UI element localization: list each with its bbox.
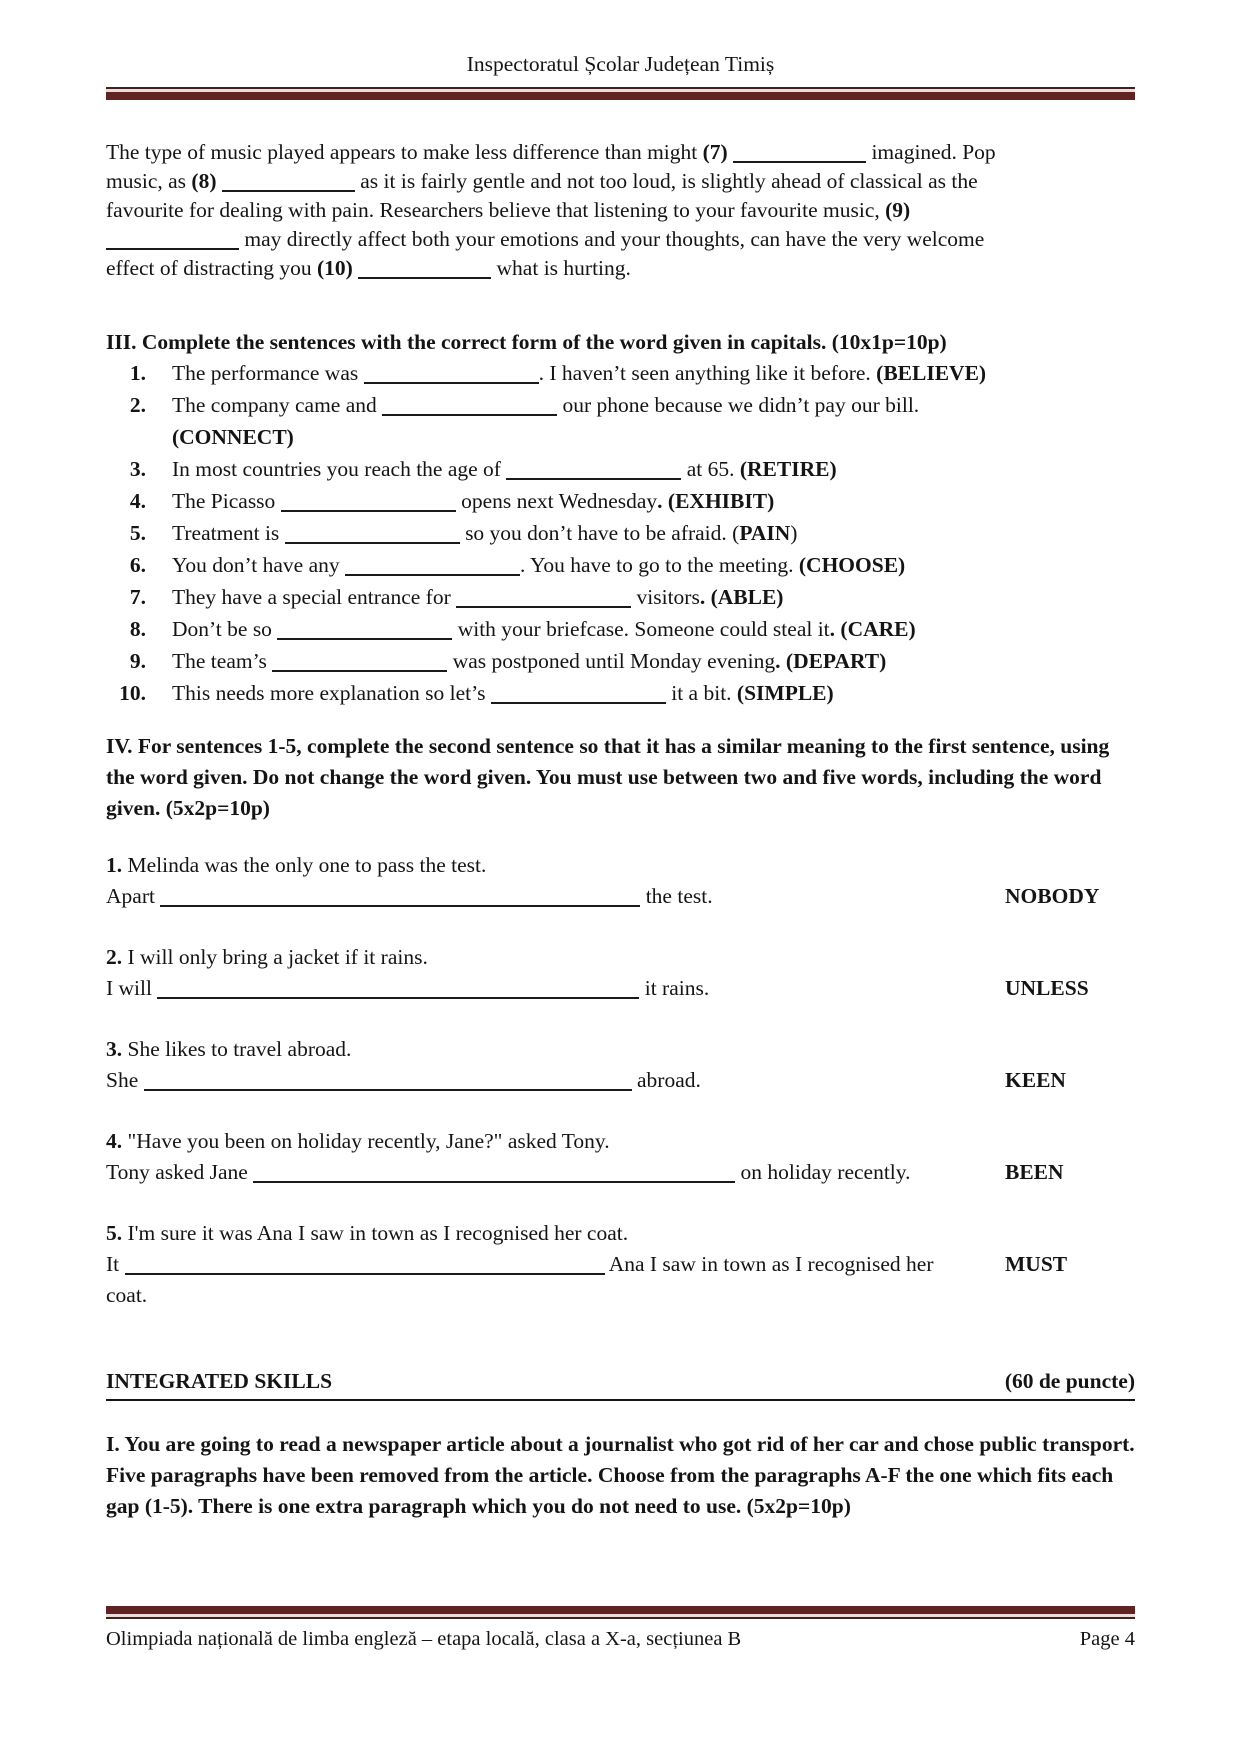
bold-text: . (DEPART) (775, 649, 887, 673)
item-number: 1. (129, 361, 146, 385)
word-formation-item (106, 613, 1135, 645)
text: Apart (106, 884, 161, 908)
bold-text: 1. (106, 853, 123, 877)
section4-heading: IV. For sentences 1-5, complete the second sentence so that it has a similar meaning to the first sentence, using the word given. Do not change the word given. You must use between two and five words, including the word given. (5x2p=10p) (106, 734, 1110, 820)
answer-blank-line (364, 382, 539, 384)
footer-divider (106, 1606, 1135, 1619)
text: as it is fairly gentle and not too loud, is slightly ahead of classical as the (354, 169, 978, 193)
text: our phone because we didn’t pay our bill. (557, 393, 920, 417)
rewrite-sentence (106, 1065, 1135, 1096)
answer-blank-line (144, 1089, 632, 1091)
bold-text: (8) (191, 169, 217, 193)
key-word: MUST (1005, 1252, 1068, 1276)
answer-blank-line (106, 248, 239, 250)
text: The team’s (172, 649, 273, 673)
item-number: 6. (129, 553, 146, 577)
text: I will (106, 976, 158, 1000)
footer-olympiad-label: Olimpiada națională de limba engleză – etapa locală, clasa a X-a, secțiunea B (106, 1628, 742, 1650)
item-number: 2. (129, 393, 146, 417)
text: music, as (106, 169, 192, 193)
answer-blank-line (272, 670, 447, 672)
transformation-item (106, 1218, 1135, 1311)
footer-divider-thin-line (106, 1617, 1135, 1619)
rewrite-sentence (106, 881, 1135, 912)
text: what is hurting. (491, 256, 631, 280)
text: I will only bring a jacket if it rains. (122, 945, 428, 969)
text: visitors (631, 585, 700, 609)
answer-blank-line (160, 905, 640, 907)
key-word: KEEN (1005, 1068, 1066, 1092)
answer-blank-line (506, 478, 681, 480)
gap-fill-paragraph (106, 138, 1135, 283)
bold-text: 4. (106, 1129, 123, 1153)
answer-blank-line (157, 997, 639, 999)
word-formation-item (106, 677, 1135, 709)
answer-blank-line (491, 702, 666, 704)
answer-blank-line (285, 542, 460, 544)
bold-text: (SIMPLE) (736, 681, 834, 705)
text: The company came and (172, 393, 383, 417)
answer-blank-line (125, 1273, 605, 1275)
word-formation-item (106, 517, 1135, 549)
answer-blank-line (277, 638, 452, 640)
text: The Picasso (172, 489, 281, 513)
integrated-skills-points: (60 de puncte) (1004, 1369, 1135, 1393)
word-formation-item (106, 357, 1135, 389)
item-sentence (172, 517, 797, 549)
text: Don’t be so (172, 617, 278, 641)
item-number: 4. (129, 489, 146, 513)
original-sentence (106, 1218, 1135, 1249)
text: ) (790, 521, 798, 545)
text: at 65. (681, 457, 740, 481)
integrated-skills-heading (106, 1369, 1135, 1401)
item-number: 7. (129, 585, 146, 609)
text: . I haven’t seen anything like it before. (538, 361, 877, 385)
item-sentence (172, 453, 837, 485)
bold-text: (10) (316, 256, 353, 280)
rewrite-sentence (106, 1157, 1135, 1188)
text: This needs more explanation so let’s (172, 681, 491, 705)
text: imagined. Pop (866, 140, 996, 164)
answer-blank-line (345, 574, 520, 576)
bold-text: . (EXHIBIT) (657, 489, 775, 513)
answer-blank-line (222, 190, 355, 192)
item-number: 10. (119, 681, 146, 705)
word-formation-item (106, 549, 1135, 581)
item-sentence (172, 485, 774, 517)
text: effect of distracting you (106, 256, 317, 280)
text: I'm sure it was Ana I saw in town as I recognised her coat. (122, 1221, 629, 1245)
original-sentence (106, 1034, 1135, 1065)
answer-blank-line (281, 510, 456, 512)
answer-blank-line (253, 1181, 735, 1183)
item-sentence (172, 645, 886, 677)
item-sentence (172, 613, 916, 645)
text: . You have to go to the meeting. (520, 553, 799, 577)
text: She likes to travel abroad. (122, 1037, 352, 1061)
key-word: BEEN (1005, 1160, 1064, 1184)
bold-text: (CHOOSE) (798, 553, 906, 577)
text: opens next Wednesday (455, 489, 658, 513)
answer-blank-line (358, 277, 491, 279)
text: Tony asked Jane (106, 1160, 254, 1184)
bold-text: (9) (885, 198, 911, 222)
item-number: 9. (129, 649, 146, 673)
text: Treatment is (172, 521, 285, 545)
item-number: 3. (129, 457, 146, 481)
bold-text: PAIN (739, 521, 791, 545)
word-formation-item (106, 453, 1135, 485)
key-word: UNLESS (1005, 976, 1089, 1000)
text: They have a special entrance for (172, 585, 457, 609)
text: She (106, 1068, 144, 1092)
bold-text: (7) (702, 140, 728, 164)
footer-divider-thick-bar (106, 1606, 1135, 1614)
bold-text: 5. (106, 1221, 123, 1245)
key-word: NOBODY (1005, 884, 1100, 908)
text: abroad. (631, 1068, 701, 1092)
text: on holiday recently. (735, 1160, 911, 1184)
word-formation-item (106, 485, 1135, 517)
transformation-item (106, 1034, 1135, 1096)
section4-item-list (106, 850, 1135, 1311)
transformation-item (106, 942, 1135, 1004)
bold-text: (RETIRE) (739, 457, 837, 481)
text: with your briefcase. Someone could steal it (452, 617, 830, 641)
answer-blank-line (456, 606, 631, 608)
integrated-skills-title: INTEGRATED SKILLS (106, 1369, 333, 1393)
item-number: 8. (129, 617, 146, 641)
text: The type of music played appears to make less difference than might (106, 140, 703, 164)
bold-text: . (ABLE) (699, 585, 784, 609)
text: "Have you been on holiday recently, Jane?" asked Tony. (122, 1129, 610, 1153)
rewrite-sentence (106, 1249, 1135, 1311)
page-title: Inspectoratul Școlar Județean Timiș (466, 52, 775, 76)
item-sentence (172, 389, 919, 453)
bold-text: (CONNECT) (172, 425, 294, 449)
text: may directly affect both your emotions and your thoughts, can have the very welcome (239, 227, 985, 251)
original-sentence (106, 850, 1135, 881)
text: favourite for dealing with pain. Researchers believe that listening to your favourite music, (106, 198, 886, 222)
item-sentence (172, 677, 834, 709)
reading-task-instructions: I. You are going to read a newspaper article about a journalist who got rid of her car and chose public transport. Five paragraphs have been removed from the article. Choose from the paragraphs A-F the one which fits each gap (1-5). There is one extra paragraph which you do not need to use. (5x2p=10p) (106, 1432, 1135, 1518)
original-sentence (106, 1126, 1135, 1157)
text: the test. (640, 884, 713, 908)
text: it rains. (639, 976, 710, 1000)
text: coat. (106, 1283, 148, 1307)
transformation-item (106, 850, 1135, 912)
bold-text: . (CARE) (829, 617, 916, 641)
text: Melinda was the only one to pass the test. (122, 853, 487, 877)
page-footer (106, 1606, 1135, 1653)
footer-page-number: Page 4 (1079, 1628, 1135, 1650)
answer-blank-line (733, 161, 866, 163)
item-sentence (172, 357, 986, 389)
section3-heading: III. Complete the sentences with the correct form of the word given in capitals. (10x1p=10p) (106, 330, 947, 354)
text: it a bit. (665, 681, 737, 705)
text: was postponed until Monday evening (447, 649, 776, 673)
header-divider (106, 87, 1135, 100)
original-sentence (106, 942, 1135, 973)
word-formation-item (106, 581, 1135, 613)
text: In most countries you reach the age of (172, 457, 507, 481)
word-formation-item (106, 645, 1135, 677)
text: so you don’t have to be afraid. ( (459, 521, 740, 545)
bold-text: (BELIEVE) (876, 361, 987, 385)
section3-item-list (106, 357, 1135, 709)
text: It (106, 1252, 125, 1276)
rewrite-sentence (106, 973, 1135, 1004)
item-sentence (172, 549, 905, 581)
header-divider-thick-bar (106, 92, 1135, 100)
text: You don’t have any (172, 553, 345, 577)
bold-text: 2. (106, 945, 123, 969)
transformation-item (106, 1126, 1135, 1188)
text: Ana I saw in town as I recognised her (604, 1252, 934, 1276)
text: The performance was (172, 361, 364, 385)
item-number: 5. (129, 521, 146, 545)
bold-text: 3. (106, 1037, 123, 1061)
item-sentence (172, 581, 783, 613)
answer-blank-line (382, 414, 557, 416)
word-formation-item (106, 389, 1135, 453)
